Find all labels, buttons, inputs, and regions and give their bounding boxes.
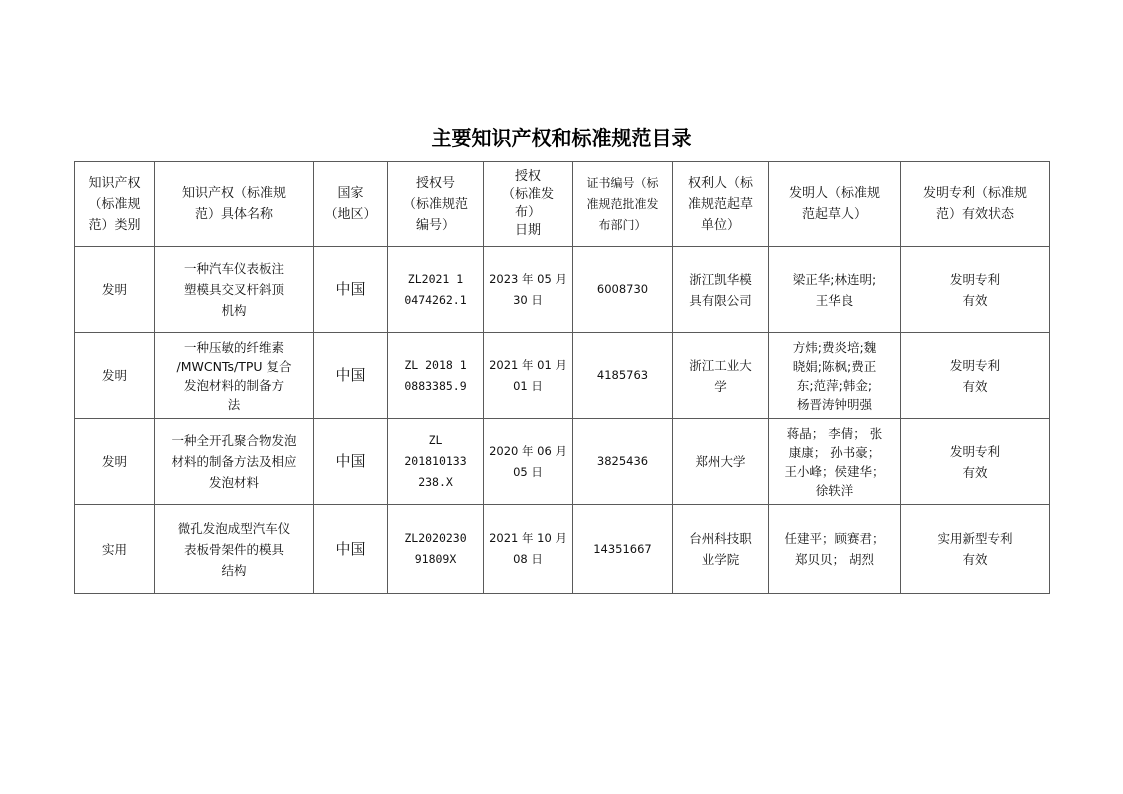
cell-status — [901, 505, 1050, 594]
cell-line: 238.X — [418, 475, 453, 489]
cell-line: 具有限公司 — [689, 292, 752, 308]
cell-certificate-no: 3825436 — [573, 419, 673, 505]
header-line: （地区） — [324, 207, 377, 222]
cell-country: 中国 — [314, 505, 388, 594]
header-line: 范）具体名称 — [194, 207, 273, 222]
cell-date — [484, 247, 573, 333]
cell-line: 微孔发泡成型汽车仪 — [177, 520, 291, 536]
cell-line: 2021 年 10 月 — [489, 531, 567, 545]
cell-inventor — [769, 333, 901, 419]
cell-line: 结构 — [221, 562, 247, 578]
cell-line: 杨晋涛钟明强 — [796, 396, 872, 412]
cell-inventor — [769, 247, 901, 333]
header-line: 知识产权 — [88, 175, 141, 191]
header-name — [155, 162, 314, 247]
cell-line: 0474262.1 — [404, 292, 467, 307]
cell-line: 2021 年 01 月 — [489, 357, 567, 372]
cell-line: 台州科技职 — [689, 531, 752, 546]
cell-line: 2023 年 05 月 — [489, 271, 567, 286]
cell-category: 发明 — [75, 333, 155, 419]
table-row — [75, 333, 1050, 419]
cell-line: 蒋晶； 李倩； 张 — [786, 425, 883, 441]
cell-line: 学 — [714, 378, 727, 394]
cell-line: 康康； 孙书豪； — [788, 444, 881, 460]
cell-line: 08 日 — [513, 552, 543, 566]
cell-line: 发明专利 — [949, 443, 1000, 459]
cell-name — [155, 505, 314, 594]
cell-line: 浙江工业大 — [689, 357, 752, 373]
header-line: （标准规 — [88, 196, 141, 212]
cell-line: 徐轶洋 — [815, 482, 854, 498]
header-line: 编号） — [415, 217, 455, 233]
cell-grant-no — [388, 419, 484, 505]
header-country — [314, 162, 388, 247]
cell-status — [901, 247, 1050, 333]
cell-date — [484, 333, 573, 419]
cell-name — [155, 247, 314, 333]
cell-country: 中国 — [314, 419, 388, 505]
header-line: 准规范批准发 — [586, 196, 659, 211]
cell-inventor — [769, 419, 901, 505]
header-inventor — [769, 162, 901, 247]
cell-name — [155, 419, 314, 505]
cell-date — [484, 505, 573, 594]
ip-standards-table — [74, 161, 1050, 594]
cell-country: 中国 — [314, 333, 388, 419]
header-line: 发明人（标准规 — [788, 186, 880, 201]
cell-line: ZL — [428, 433, 443, 447]
cell-line: 有效 — [962, 292, 988, 308]
header-category — [75, 162, 155, 247]
header-line: 证书编号（标 — [586, 175, 659, 190]
cell-status — [901, 333, 1050, 419]
cell-line: 发泡材料 — [208, 475, 259, 490]
header-line: 范起草人） — [801, 207, 867, 222]
header-line: 范）有效状态 — [935, 207, 1014, 222]
cell-category: 实用 — [75, 505, 155, 594]
cell-name — [155, 333, 314, 419]
cell-line: 30 日 — [513, 292, 543, 307]
header-grant-no — [388, 162, 484, 247]
header-certificate-no — [573, 162, 673, 247]
header-line: 准规范起草 — [687, 196, 753, 212]
cell-line: 任建平；顾赛君； — [784, 531, 885, 546]
cell-line: 塑模具交叉杆斜顶 — [183, 282, 284, 297]
cell-line: 发明专利 — [949, 271, 1000, 287]
cell-line: 一种全开孔聚合物发泡 — [171, 433, 297, 448]
page-title: 主要知识产权和标准规范目录 — [431, 126, 692, 150]
cell-line: 浙江凯华模 — [689, 271, 752, 287]
header-line: 单位） — [700, 217, 740, 233]
cell-line: 机构 — [221, 303, 247, 318]
header-line: 日期 — [514, 223, 541, 238]
table-header-row — [75, 162, 1050, 247]
header-line: 权利人（标 — [687, 175, 753, 191]
header-line: 授权号 — [415, 175, 455, 191]
cell-line: 发泡材料的制备方 — [183, 377, 284, 393]
table-row — [75, 419, 1050, 505]
cell-country: 中国 — [314, 247, 388, 333]
cell-line: 王小峰；侯建华； — [784, 463, 885, 479]
cell-line: 晓娟;陈枫;费正 — [792, 358, 877, 374]
cell-line: 实用新型专利 — [937, 531, 1013, 546]
cell-line: 郑贝贝； 胡烈 — [795, 552, 874, 567]
header-owner — [673, 162, 769, 247]
header-line: 发明专利（标准规 — [922, 186, 1027, 201]
cell-line: 201810133 — [404, 454, 467, 468]
table-row — [75, 505, 1050, 594]
cell-grant-no — [388, 247, 484, 333]
header-line: （标准发 — [501, 187, 554, 202]
cell-line: 王华良 — [815, 292, 854, 308]
cell-line: 有效 — [962, 552, 988, 567]
cell-line: ZL 2018 1 — [404, 357, 467, 372]
header-line: 范）类别 — [88, 217, 141, 233]
cell-owner — [673, 419, 769, 505]
cell-line: 有效 — [962, 378, 988, 394]
cell-line: 梁正华;林连明; — [792, 271, 877, 287]
cell-line: 材料的制备方法及相应 — [171, 454, 297, 469]
cell-line: ZL2021 1 — [407, 271, 464, 286]
header-line: 布部门） — [598, 217, 647, 232]
cell-inventor — [769, 505, 901, 594]
header-line: 知识产权（标准规 — [181, 186, 286, 201]
cell-owner — [673, 333, 769, 419]
cell-line: 2020 年 06 月 — [489, 443, 567, 458]
header-date — [484, 162, 573, 247]
cell-grant-no — [388, 333, 484, 419]
cell-certificate-no: 4185763 — [573, 333, 673, 419]
cell-line: 东;范萍;韩金; — [796, 377, 873, 393]
cell-line: 05 日 — [513, 464, 543, 479]
cell-line: 一种汽车仪表板注 — [183, 261, 284, 276]
cell-line: 表板骨架件的模具 — [183, 541, 284, 557]
cell-owner — [673, 247, 769, 333]
cell-line: 业学院 — [701, 552, 740, 567]
cell-certificate-no: 6008730 — [573, 247, 673, 333]
cell-date — [484, 419, 573, 505]
cell-line: 一种压敏的纤维素 — [183, 339, 284, 355]
cell-line: 郑州大学 — [695, 454, 746, 469]
header-status — [901, 162, 1050, 247]
header-line: 国家 — [337, 186, 364, 201]
header-line: 授权 — [514, 169, 541, 184]
cell-line: /MWCNTs/TPU 复合 — [176, 358, 292, 374]
cell-owner — [673, 505, 769, 594]
cell-certificate-no: 14351667 — [573, 505, 673, 594]
cell-grant-no — [388, 505, 484, 594]
cell-line: 发明专利 — [949, 357, 1000, 373]
header-line: 布） — [514, 205, 541, 220]
table-row — [75, 247, 1050, 333]
cell-line: 有效 — [962, 464, 988, 480]
cell-line: 91809X — [414, 552, 457, 566]
cell-line: 0883385.9 — [404, 378, 467, 393]
cell-line: 01 日 — [513, 378, 543, 393]
cell-line: 方炜;费炎培;魏 — [792, 339, 877, 355]
cell-category: 发明 — [75, 419, 155, 505]
cell-status — [901, 419, 1050, 505]
header-line: （标准规范 — [402, 196, 468, 212]
cell-line: ZL2020230 — [404, 531, 467, 545]
cell-line: 法 — [227, 396, 241, 412]
cell-category: 发明 — [75, 247, 155, 333]
